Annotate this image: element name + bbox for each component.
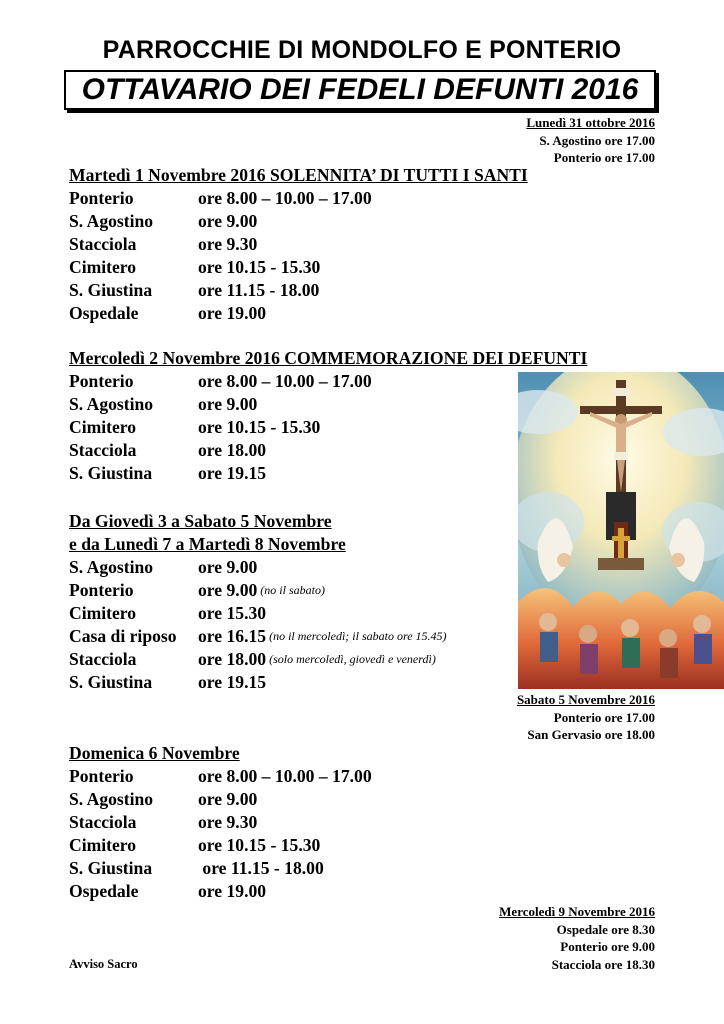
place: Casa di riposo [69,626,177,646]
schedule-row [69,648,447,671]
place: Cimitero [69,603,137,623]
schedule-row [69,210,528,233]
schedule-row [69,439,587,462]
side-note-date: Sabato 5 Novembre 2016 [516,692,655,707]
schedule-row [69,462,587,485]
side-note-line: San Gervasio ore 18.00 [527,727,655,742]
section-sunday [69,742,372,903]
place: S. Agostino [69,557,154,577]
schedule-row [69,416,587,439]
place: S. Agostino [69,394,154,414]
side-note-line: S. Agostino ore 17.00 [539,132,655,148]
time: ore 10.15 - 15.30 [198,835,321,855]
section-all-saints [69,164,528,325]
time: ore 8.00 – 10.00 – 17.00 [198,188,372,208]
side-note-oct31 [526,114,655,167]
place: S. Giustina [69,463,153,483]
place: Cimitero [69,257,137,277]
section-heading: Martedì 1 Novembre 2016 SOLENNITA’ DI TUTTI I SANTI [69,165,528,185]
schedule-row [69,765,372,788]
schedule-row [69,393,587,416]
side-note-line: Stacciola ore 18.30 [551,956,655,972]
schedule-row [69,880,372,903]
place: Ospedale [69,303,139,323]
time: ore 15.30 [198,603,267,623]
time: ore 19.00 [198,303,267,323]
place: S. Giustina [69,280,153,300]
parishes-heading: PARROCCHIE DI MONDOLFO E PONTERIO [102,36,622,64]
schedule-row [69,302,528,325]
time: ore 9.30 [198,812,258,832]
schedule-row [69,187,528,210]
time: ore 18.00 [198,440,267,460]
schedule-row [69,579,447,602]
place: Stacciola [69,440,137,460]
section-heading: e da Lunedì 7 a Martedì 8 Novembre [69,534,346,554]
time: ore 18.00 [198,649,267,669]
side-note-line: Ponterio ore 9.00 [560,939,655,954]
schedule-row [69,602,447,625]
time: ore 19.15 [198,672,267,692]
side-note-date: Lunedì 31 ottobre 2016 [526,115,655,130]
time: ore 9.00 [198,557,258,577]
side-note-nov5 [517,691,655,744]
place: Cimitero [69,417,137,437]
section-all-souls [69,347,587,485]
time: ore 10.15 - 15.30 [198,417,321,437]
page-title [64,70,656,110]
footer-label: Avviso Sacro [69,957,138,971]
schedule-row [69,233,528,256]
time: ore 11.15 - 18.00 [198,280,320,300]
place: Stacciola [69,649,137,669]
page-title-text: OTTAVARIO DEI FEDELI DEFUNTI 2016 [81,73,639,106]
side-note-line: Ospedale ore 8.30 [556,921,655,937]
place: S. Agostino [69,789,154,809]
schedule-row [69,556,447,579]
place: Ponterio [69,188,134,208]
schedule-row [69,279,528,302]
time: ore 10.15 - 15.30 [198,257,321,277]
place: Stacciola [69,812,137,832]
section-weekdays [69,510,447,694]
side-note-date: Mercoledì 9 Novembre 2016 [499,904,655,919]
time: ore 19.00 [198,881,267,901]
time: ore 19.15 [198,463,267,483]
crucifix-souls-image [518,372,724,689]
schedule-row [69,370,587,393]
schedule-row [69,256,528,279]
place: Stacciola [69,234,137,254]
time: ore 8.00 – 10.00 – 17.00 [198,766,372,786]
place: Ponterio [69,371,134,391]
side-note-line: Ponterio ore 17.00 [553,150,655,165]
schedule-row [69,811,372,834]
section-heading: Domenica 6 Novembre [69,743,240,763]
note: (solo mercoledì, giovedì e venerdì) [266,652,436,666]
note: (no il mercoledì; il sabato ore 15.45) [266,629,447,643]
place: S. Agostino [69,211,154,231]
time: ore 11.15 - 18.00 [198,858,324,878]
schedule-row [69,788,372,811]
side-note-line: Ponterio ore 17.00 [553,709,655,725]
place: Ponterio [69,766,134,786]
time: ore 8.00 – 10.00 – 17.00 [198,371,372,391]
schedule-row [69,625,447,648]
time: ore 9.00 [198,211,258,231]
side-note-nov9 [499,903,655,973]
schedule-row [69,857,372,880]
place: Ponterio [69,580,134,600]
place: Cimitero [69,835,137,855]
time: ore 9.00 [198,580,258,600]
place: Ospedale [69,881,139,901]
place: S. Giustina [69,672,153,692]
time: ore 9.00 [198,394,258,414]
section-heading: Da Giovedì 3 a Sabato 5 Novembre [69,511,332,531]
note: (no il sabato) [257,583,325,597]
time: ore 16.15 [198,626,267,646]
section-heading: Mercoledì 2 Novembre 2016 COMMEMORAZIONE DEI DEFUNTI [69,348,588,368]
place: S. Giustina [69,858,153,878]
time: ore 9.30 [198,234,258,254]
time: ore 9.00 [198,789,258,809]
schedule-row [69,671,447,694]
schedule-row [69,834,372,857]
